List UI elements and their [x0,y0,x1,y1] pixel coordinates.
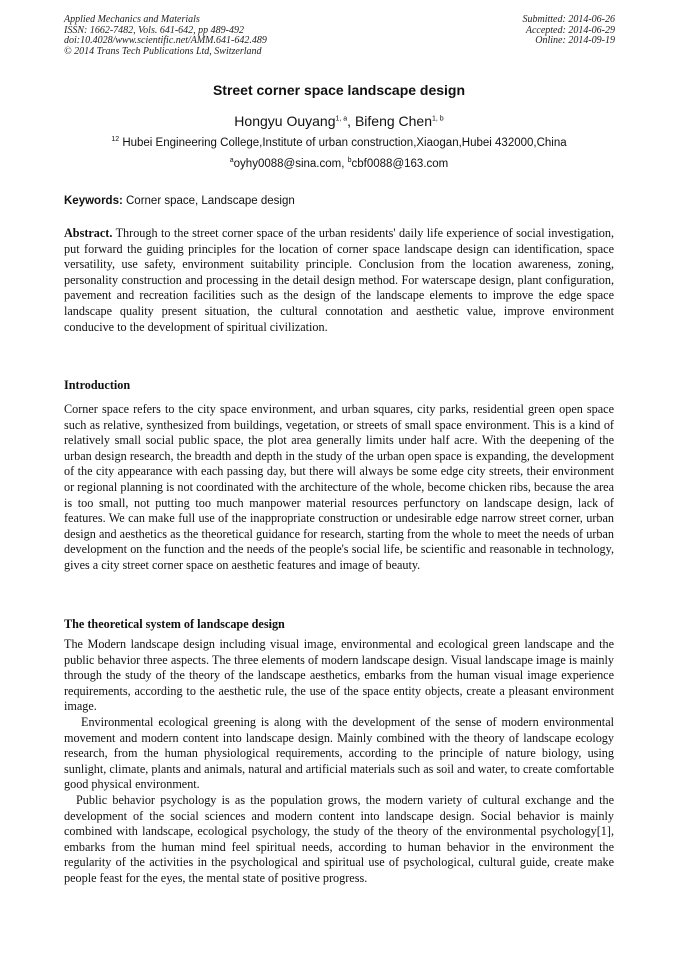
affiliation-marker: 12 [111,136,120,144]
abstract-text: Through to the street corner space of the urban residents' daily life experience of social investigation, put forward the guiding principles for the location of corner space landscape design can identification, space versatility, use safety, environment suitability principle. Conclusion from the location awareness, zoning, personality construction and processing in the detail design method. For waterscape design, plant configuration, pavement and recreation facilities such as the design of the landscape elements to improve the edge space landscape quality present situation, the cultural connotation and aesthetic value, improve environment conducive to the development of spiritual civilization. [64,226,614,334]
email-a: oyhy0088@sina.com, [233,158,348,170]
email-a-marker: a [229,157,234,165]
accepted-date: Accepted: 2014-06-29 [525,24,615,36]
theory-body [64,637,614,887]
affiliation [0,137,678,149]
theory-paragraph-2: Environmental ecological greening is along with the development of the sense of modern environmental movement and modern content into landscape design. Mainly combined with the theory of landscape ecology research, from the human physiological requirements, according to the principle of nature biology, using sunlight, climate, plants and animals, natural and artificial materials such as soil and water, to create comfortable good physical environment. [64,714,614,792]
author-separator: , [347,113,355,129]
introduction-body [64,402,614,574]
paper-title: Street corner space landscape design [212,82,466,98]
author-2: Bifeng Chen [354,113,433,129]
author-1-affil: 1, a [335,115,348,123]
theory-paragraph-3: Public behavior psychology is as the population grows, the modern variety of cultural exchange and the development of the social sciences and modern content into landscape design. Social behavior is mainly combined with landscape, ecological psychology, the study of the theory of the environmental psychology[1], embarks from the human mind feel spiritual needs, according to human behavior in the environment the regularity of the activities in the psychological and spiritual use of psychological, cultural guide, create make people feast for the eyes, the mental state of positive progress. [64,792,614,885]
issn: ISSN: 1662-7482, Vols. 641-642, pp 489-492 [64,24,244,36]
keywords-text: Corner space, Landscape design [122,195,295,207]
journal-header-left [64,15,267,57]
doi: doi:10.4028/www.scientific.net/AMM.641-642.489 [64,35,267,47]
section-heading-introduction: Introduction [64,378,131,392]
abstract [64,226,614,335]
introduction-paragraph: Corner space refers to the city space environment, and urban squares, city parks, residential green open space such as relative, synthesized from buildings, vegetation, or streets of small space environment. This is a kind of relatively small social public space, the plot area generally limits under half acre. With the deepening of the urban design research, the breadth and depth in the study of the urban open space is expanding, the development of the city appearance with each passing day, but there will always be some edge city streets, their environment or regional planning is not coordinated with the architecture of the whole, become chicken ribs, because the area is too small, not putting too much manpower material resources perfunctory on landscape design, lack of features. We can make full use of the inappropriate construction or undesirable edge narrow street corner, urban design and aesthetics as the theoretical guidance for research, starting from the whole to meet the needs of urban development on the function and the needs of the people's social life, be scientific and reasonable in technology, gives a city street corner space on aesthetic features and image of beauty. [64,402,614,572]
theory-paragraph-1: The Modern landscape design including visual image, environmental and ecological green landscape and the public behavior three aspects. The three elements of modern landscape design. Visual landscape image is mainly through the study of the theory of the landscape aesthetics, embarks from the human visual image experience requirements, according to the aesthetic rule, the use of the space entity objects, create a pleasant environment image. [64,637,614,714]
author-2-affil: 1, b [432,115,444,123]
journal-name: Applied Mechanics and Materials [64,14,200,25]
email-b-marker: b [347,157,352,165]
author-1: Hongyu Ouyang [234,113,336,129]
abstract-label: Abstract. [64,226,113,240]
copyright: © 2014 Trans Tech Publications Ltd, Switzerland [64,45,262,57]
email-b: cbf0088@163.com [351,158,449,170]
email-line [0,158,678,170]
keywords [64,195,614,207]
journal-header-right [523,15,616,47]
keywords-label: Keywords: [64,195,123,207]
author-line [0,113,678,129]
submitted-date: Submitted: 2014-06-26 [522,14,615,25]
affiliation-text: Hubei Engineering College,Institute of urban construction,Xiaogan,Hubei 432000,China [119,137,567,149]
online-date: Online: 2014-09-19 [535,35,615,47]
section-heading-theory: The theoretical system of landscape design [64,617,285,631]
